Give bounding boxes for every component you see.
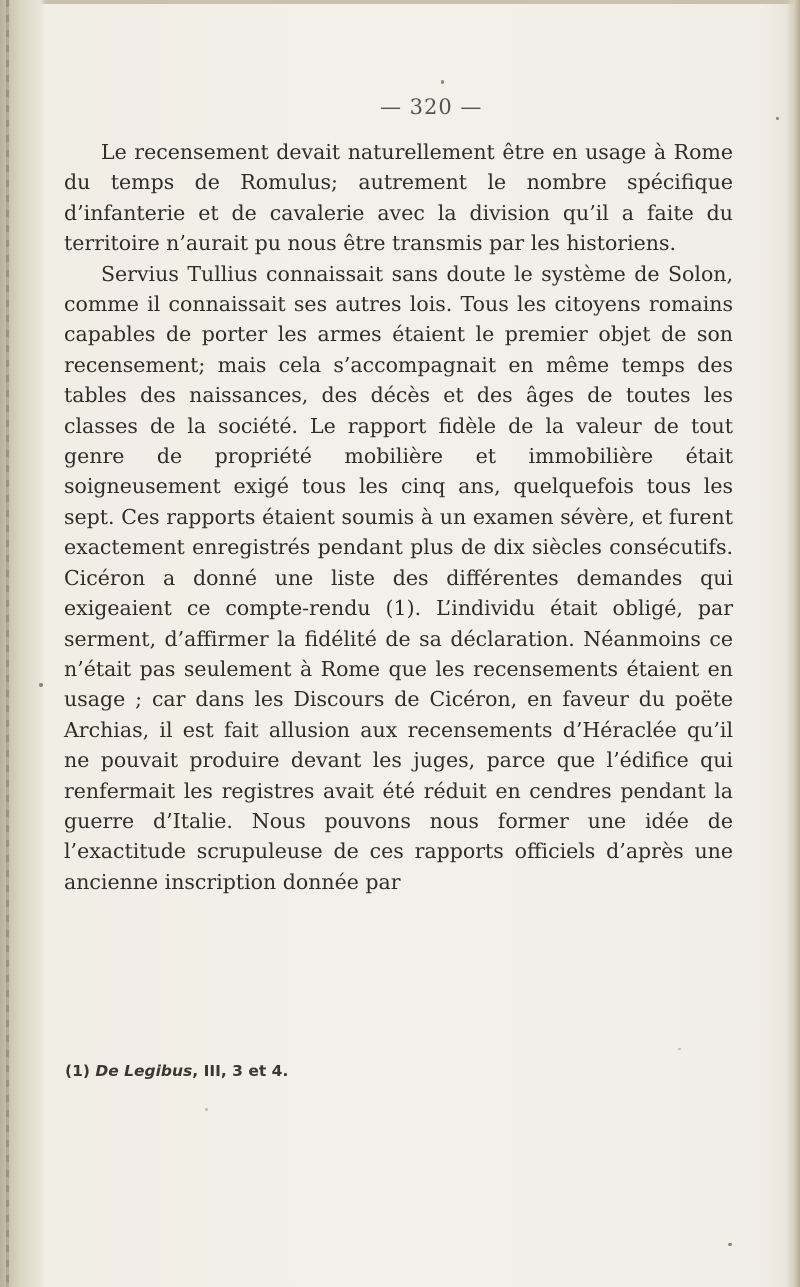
paper-speck bbox=[39, 683, 43, 687]
footnote-marker: (1) bbox=[65, 1062, 90, 1080]
paper-speck bbox=[678, 1048, 681, 1050]
body-text bbox=[64, 137, 733, 897]
footnote bbox=[65, 1062, 288, 1080]
page-top-edge bbox=[0, 0, 800, 4]
page-number: — 320 — bbox=[380, 95, 483, 119]
book-binding-right bbox=[786, 0, 800, 1287]
paper-speck bbox=[205, 1108, 208, 1111]
book-binding-left bbox=[0, 0, 46, 1287]
paragraph-servius-tullius: Servius Tullius connaissait sans doute le système de Solon, comme il connaissait ses autres lois. Tous les citoyens romains capables de porter les armes étaient le premier objet de son recensement; mais cela s’accompagnait en même temps des tables des naissances, des décès et des âges de toutes les classes de la société. Le rapport fidèle de la valeur de tout genre de propriété mobilière et immobilière était soigneusement exigé tous les cinq ans, quelquefois tous les sept. Ces rapports étaient soumis à un examen sévère, et furent exactement enregistrés pendant plus de dix siècles consécutifs. Cicéron a donné une liste des différentes demandes qui exigeaient ce compte-rendu (1). L’individu était obligé, par serment, d’affirmer la fidélité de sa déclaration. Néanmoins ce n’était pas seulement à Rome que les recensements étaient en usage ; car dans les Discours de Cicéron, en faveur du poëte Archias, il est fait allusion aux recensements d’Héraclée qu’il ne pouvait produire devant les juges, parce que l’édifice qui renfermait les registres avait été réduit en cendres pendant la guerre d’Italie. Nous pouvons nous former une idée de l’exactitude scrupuleuse de ces rapports officiels d’après une ancienne inscription donnée par bbox=[64, 261, 733, 894]
paper-speck bbox=[776, 117, 779, 120]
footnote-reference: , III, 3 et 4. bbox=[192, 1062, 289, 1080]
paper-speck bbox=[441, 80, 444, 84]
paper-speck bbox=[728, 1243, 732, 1246]
paragraph-romulus: Le recensement devait naturellement être en usage à Rome du temps de Romulus; autrement le nombre spécifique d’infanterie et de cavalerie avec la division qu’il a faite du territoire n’aurait pu nous être transmis par les historiens. bbox=[64, 140, 733, 256]
footnote-title: De Legibus bbox=[95, 1062, 193, 1080]
